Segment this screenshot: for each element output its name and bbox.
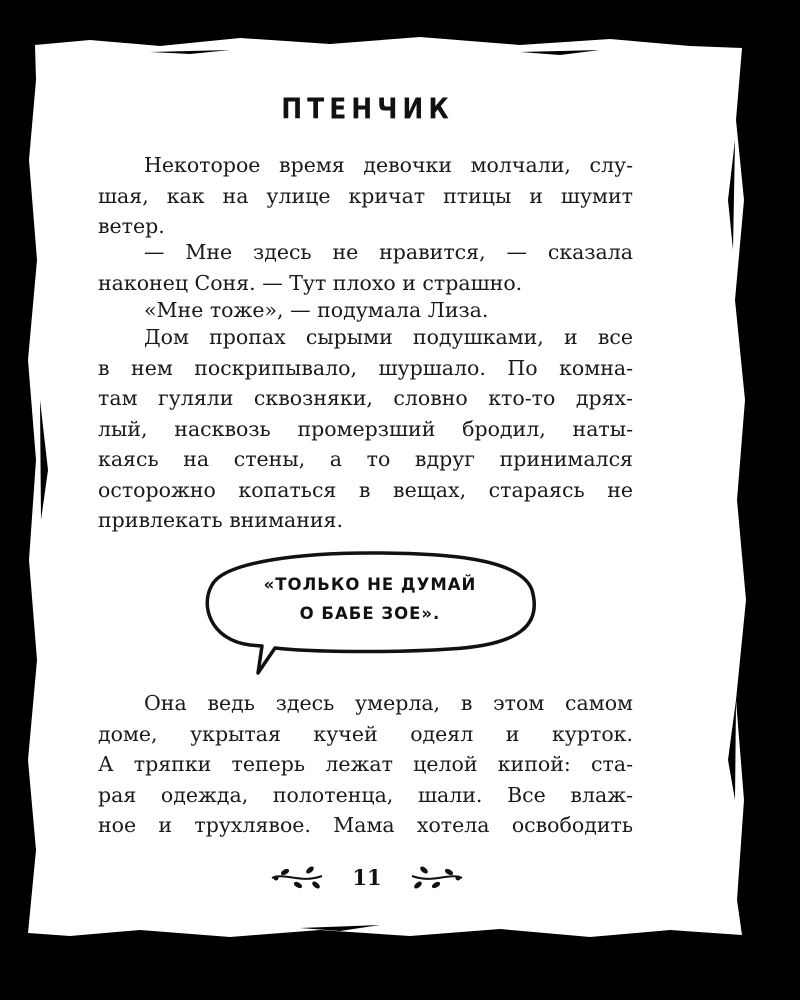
- bubble-line: «ТОЛЬКО НЕ ДУМАЙ: [263, 575, 477, 594]
- speech-bubble-text: [215, 570, 525, 628]
- text-line: привлекать внимания.: [98, 508, 344, 532]
- paragraph-4: [98, 322, 633, 536]
- text-line: Дом пропах сырыми подушками, и все: [144, 325, 633, 349]
- paragraph-1: [98, 150, 633, 242]
- text-line: Некоторое время девочки молчали, слу-: [144, 153, 633, 177]
- text-line: доме, укрытая кучей одеял и курток.: [98, 721, 633, 746]
- floral-ornament-icon: [272, 866, 322, 889]
- paragraph-5: [98, 688, 633, 841]
- text-line: в нем поскрипывало, шуршало. По комна-: [98, 355, 633, 380]
- text-line: там гуляли сквозняки, словно кто-то дрях-: [98, 386, 633, 410]
- text-line: Она ведь здесь умерла, в этом самом: [144, 691, 633, 715]
- page-number: 11: [352, 865, 382, 890]
- text-line: ветер.: [98, 214, 165, 238]
- text-line: каясь на стены, а то вдруг принимался: [98, 447, 633, 471]
- text-line: — Мне здесь не нравится, — сказала: [144, 240, 633, 264]
- text-line: шая, как на улице кричат птицы и шумит: [98, 183, 633, 208]
- floral-ornament-icon: [412, 866, 462, 889]
- text-line: А тряпки теперь лежат целой кипой: ста-: [98, 752, 633, 776]
- text-line: лый, насквозь промерзший бродил, наты-: [98, 416, 633, 441]
- paragraph-3: [98, 295, 633, 326]
- chapter-title: ПТЕНЧИК: [281, 91, 454, 126]
- text-line: рая одежда, полотенца, шали. Все влаж-: [98, 782, 633, 807]
- text-line: осторожно копаться в вещах, стараясь не: [98, 477, 633, 502]
- text-line: ное и трухлявое. Мама хотела освободить: [98, 813, 633, 837]
- bubble-line: О БАБЕ ЗОЕ».: [299, 604, 441, 623]
- paragraph-2: [98, 237, 633, 298]
- text-line: «Мне тоже», — подумала Лиза.: [144, 298, 489, 322]
- text-line: наконец Соня. — Тут плохо и страшно.: [98, 270, 523, 295]
